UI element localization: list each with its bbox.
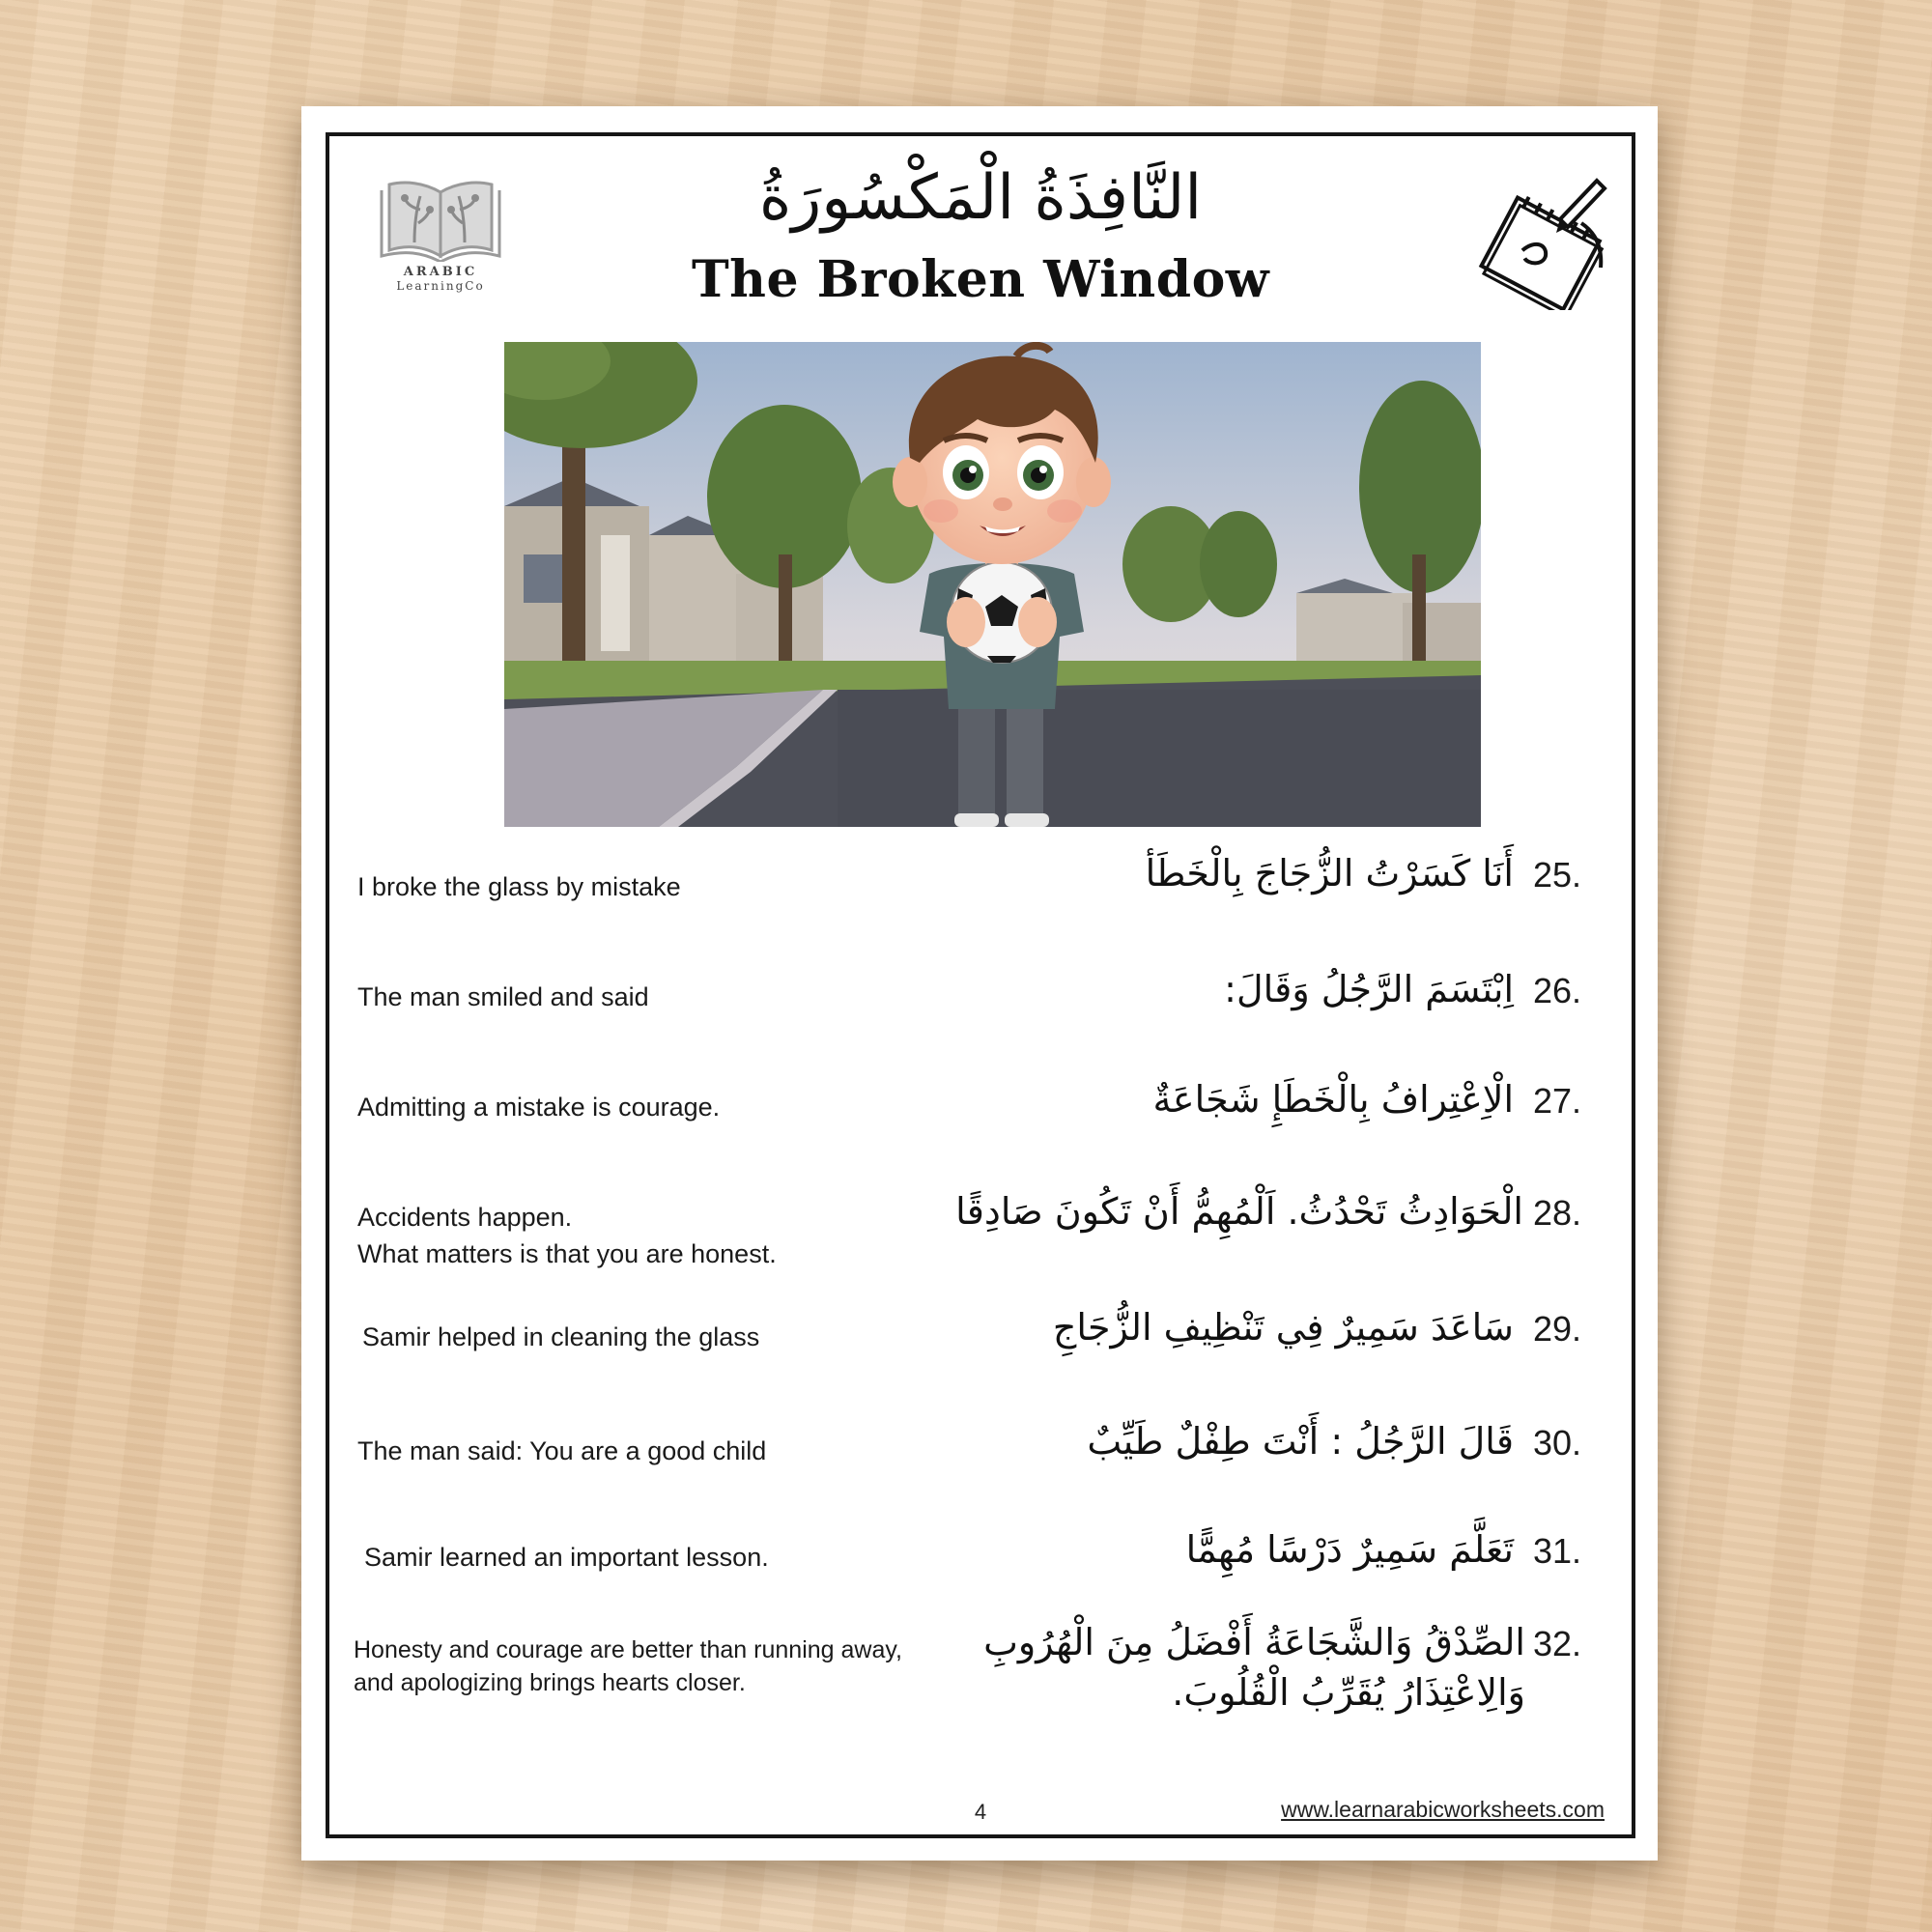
english-translation: The man smiled and said [357, 982, 649, 1011]
english-translation-line1: Honesty and courage are better than running away, [354, 1636, 902, 1663]
english-translation-line2: and apologizing brings hearts closer. [354, 1669, 746, 1696]
logo-text-line1: ARABIC [403, 265, 478, 279]
sentence-number: 30. [1532, 1423, 1581, 1463]
brand-logo [378, 175, 503, 292]
arabic-sentence: تَعَلَّمَ سَمِيرٌ دَرْسًا مُهِمًّا [1185, 1528, 1514, 1571]
sentence-row-32 [329, 1610, 1632, 1717]
english-translation: Samir helped in cleaning the glass [362, 1322, 760, 1351]
english-translation: I broke the glass by mistake [357, 872, 681, 901]
english-translation-line1: Accidents happen. [357, 1203, 573, 1232]
story-illustration [504, 342, 1481, 827]
sentence-row-29 [329, 1295, 1632, 1373]
logo-text-line2: LearningCo [396, 279, 485, 293]
arabic-sentence-line1: الصِّدْقُ وَالشَّجَاعَةُ أَفْضَلُ مِنَ الْهُرُوبِ [983, 1621, 1525, 1663]
arabic-sentence: قَالَ الرَّجُلُ : أَنْتَ طِفْلٌ طَيِّبٌ [1087, 1420, 1514, 1463]
arabic-title: النَّافِذَةُ الْمَكْسُورَةُ [758, 162, 1203, 234]
page-number: 4 [974, 1800, 987, 1824]
sentence-number: 31. [1532, 1531, 1581, 1571]
arabic-sentence: أَنَا كَسَرْتُ الزُّجَاجَ بِالْخَطَأ [1145, 852, 1514, 895]
sentence-number: 32. [1532, 1624, 1581, 1663]
english-title: The Broken Window [691, 250, 1270, 309]
arabic-sentence: الْاِعْتِرافُ بِالْخَطَإِ شَجَاعَةٌ [1152, 1078, 1514, 1121]
english-translation: Samir learned an important lesson. [364, 1543, 769, 1572]
open-book-logo-icon [378, 175, 503, 262]
english-translation: Admitting a mistake is courage. [357, 1093, 721, 1122]
boy-with-soccer-ball-image [504, 342, 1481, 827]
arabic-sentence: الْحَوَادِثُ تَحْدُثُ. اَلْمُهِمُّ أَنْ تَكُونَ صَادِقًا [955, 1190, 1523, 1233]
english-translation-line2: What matters is that you are honest. [357, 1239, 777, 1268]
sentence-row-30 [329, 1409, 1632, 1487]
arabic-sentence-line2: وَالِاعْتِذَارُ يُقَرِّبُ الْقُلُوبَ. [1172, 1671, 1525, 1714]
notepad-pencil-icon [1465, 175, 1610, 310]
sentence-row-28 [329, 1179, 1632, 1268]
sentence-row-25 [329, 841, 1632, 919]
sentence-number: 27. [1532, 1081, 1581, 1121]
worksheet-page [301, 106, 1658, 1861]
sentence-number: 26. [1532, 971, 1581, 1010]
page-border [326, 132, 1635, 1838]
arabic-sentence: سَاعَدَ سَمِيرٌ فِي تَنْظِيفِ الزُّجَاجِ [1052, 1306, 1514, 1349]
arabic-sentence: اِبْتَسَمَ الرَّجُلُ وَقَالَ: [1224, 968, 1514, 1010]
sentence-number: 25. [1532, 855, 1581, 895]
english-translation: The man said: You are a good child [357, 1436, 767, 1465]
sentence-number: 28. [1532, 1193, 1581, 1233]
sentence-number: 29. [1532, 1309, 1581, 1349]
sentence-row-31 [329, 1518, 1632, 1595]
sentence-row-26 [329, 957, 1632, 1035]
website-link[interactable]: www.learnarabicworksheets.com [1281, 1797, 1605, 1822]
sentence-row-27 [329, 1067, 1632, 1145]
